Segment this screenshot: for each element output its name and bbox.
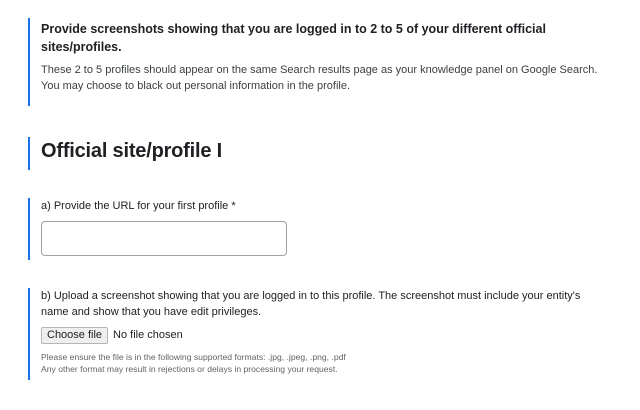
section-heading: Official site/profile I	[41, 140, 222, 162]
help-formats-line: Please ensure the file is in the following supported formats: .jpg, .jpeg, .png, .pdf	[41, 352, 346, 362]
instructions-title: Provide screenshots showing that you are logged in to 2 to 5 of your different official sites/profiles.	[41, 22, 546, 54]
help-warning-line: Any other format may result in rejections or delays in processing your request.	[41, 364, 338, 374]
section-heading-block	[28, 137, 608, 170]
instructions-body: These 2 to 5 profiles should appear on the same Search results page as your knowledge panel on Google Search. You may choose to black out personal information in the profile.	[41, 64, 598, 92]
upload-question	[28, 288, 608, 380]
upload-question-label: b) Upload a screenshot showing that you are logged in to this profile. The screenshot must include your entity's name and show that you have edit privileges.	[41, 290, 581, 318]
file-format-help	[41, 351, 608, 375]
url-question	[28, 198, 608, 260]
url-question-label: a) Provide the URL for your first profile *	[41, 200, 236, 212]
profile-url-input[interactable]	[41, 221, 287, 256]
file-status-text: No file chosen	[113, 329, 183, 341]
file-picker	[41, 326, 608, 344]
instructions-block	[28, 18, 608, 106]
choose-file-button[interactable]: Choose file	[41, 327, 108, 344]
